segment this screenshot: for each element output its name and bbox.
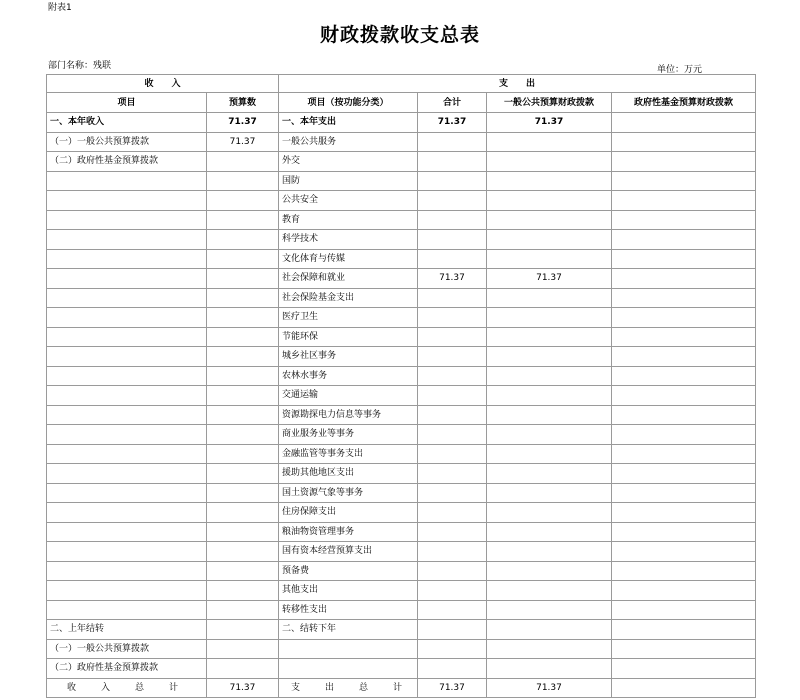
- income-item-cell: [47, 366, 207, 386]
- table-row: [47, 503, 756, 523]
- income-item-cell: [47, 249, 207, 269]
- general-budget-cell: [487, 347, 612, 367]
- fund-budget-cell: [612, 620, 756, 640]
- total-cell: [418, 561, 487, 581]
- income-item-cell: [47, 425, 207, 445]
- expense-item-cell: 二、结转下年: [279, 620, 418, 640]
- expense-item-cell: 金融监管等事务支出: [279, 444, 418, 464]
- general-budget-cell: [487, 425, 612, 445]
- total-cell: [418, 581, 487, 601]
- table-row: [47, 210, 756, 230]
- income-item-cell: [47, 542, 207, 562]
- total-cell: [418, 210, 487, 230]
- total-cell: [418, 230, 487, 250]
- total-cell: [418, 659, 487, 679]
- attachment-label: 附表1: [48, 3, 72, 13]
- budget-cell: [207, 210, 279, 230]
- budget-cell: [207, 581, 279, 601]
- total-cell: [418, 444, 487, 464]
- budget-cell: 71.37: [207, 132, 279, 152]
- page-title: 财政拨款收支总表: [319, 24, 480, 46]
- general-budget-cell: [487, 464, 612, 484]
- expense-item-cell: 国防: [279, 171, 418, 191]
- table-row: [47, 425, 756, 445]
- budget-cell: [207, 269, 279, 289]
- expense-item-cell: 文化体育与传媒: [279, 249, 418, 269]
- expense-item-cell: 一般公共服务: [279, 132, 418, 152]
- fund-budget-cell: [612, 191, 756, 211]
- expense-total-label: 支 出 总 计: [279, 678, 418, 698]
- total-cell: [418, 405, 487, 425]
- budget-cell: [207, 425, 279, 445]
- table-row: [47, 113, 756, 133]
- fund-budget-cell: [612, 327, 756, 347]
- table-row: [47, 659, 756, 679]
- column-header: 预算数: [207, 93, 279, 113]
- budget-cell: [207, 522, 279, 542]
- budget-cell: 71.37: [207, 113, 279, 133]
- total-cell: [418, 308, 487, 328]
- income-item-cell: （二）政府性基金预算拨款: [47, 659, 207, 679]
- income-item-cell: [47, 600, 207, 620]
- expense-item-cell: 商业服务业等事务: [279, 425, 418, 445]
- general-budget-cell: [487, 659, 612, 679]
- income-item-cell: （一）一般公共预算拨款: [47, 132, 207, 152]
- column-header: 政府性基金预算财政拨款: [612, 93, 756, 113]
- expense-item-cell: 其他支出: [279, 581, 418, 601]
- budget-cell: [207, 464, 279, 484]
- totals-row: [47, 678, 756, 698]
- column-header: 项目: [47, 93, 207, 113]
- income-item-cell: [47, 405, 207, 425]
- budget-cell: [207, 288, 279, 308]
- budget-cell: [207, 347, 279, 367]
- income-item-cell: [47, 288, 207, 308]
- fund-budget-cell: [612, 171, 756, 191]
- total-cell: [418, 347, 487, 367]
- fund-budget-cell: [612, 152, 756, 172]
- column-header: 项目（按功能分类）: [279, 93, 418, 113]
- general-budget-cell: [487, 366, 612, 386]
- table-row: [47, 639, 756, 659]
- expense-item-cell: 交通运输: [279, 386, 418, 406]
- expense-item-cell: 医疗卫生: [279, 308, 418, 328]
- table-row: [47, 191, 756, 211]
- general-budget-cell: [487, 191, 612, 211]
- expense-section-header: 支 出: [279, 75, 756, 93]
- expense-item-cell: 节能环保: [279, 327, 418, 347]
- table-row: [47, 464, 756, 484]
- budget-cell: [207, 600, 279, 620]
- general-budget-cell: [487, 132, 612, 152]
- income-item-cell: [47, 503, 207, 523]
- table-row: [47, 152, 756, 172]
- fund-budget-cell: [612, 230, 756, 250]
- expense-item-cell: 城乡社区事务: [279, 347, 418, 367]
- fund-budget-total: [612, 678, 756, 698]
- expense-item-cell: [279, 639, 418, 659]
- fund-budget-cell: [612, 522, 756, 542]
- table-row: [47, 132, 756, 152]
- general-budget-cell: [487, 639, 612, 659]
- budget-cell: [207, 542, 279, 562]
- total-cell: [418, 503, 487, 523]
- income-item-cell: [47, 230, 207, 250]
- fund-budget-cell: [612, 600, 756, 620]
- table-row: [47, 522, 756, 542]
- table-row: [47, 600, 756, 620]
- expense-item-cell: 一、本年支出: [279, 113, 418, 133]
- general-budget-cell: [487, 288, 612, 308]
- budget-cell: [207, 620, 279, 640]
- expense-item-cell: 住房保障支出: [279, 503, 418, 523]
- income-item-cell: （一）一般公共预算拨款: [47, 639, 207, 659]
- fund-budget-cell: [612, 386, 756, 406]
- expense-item-cell: 外交: [279, 152, 418, 172]
- general-budget-cell: [487, 600, 612, 620]
- general-budget-cell: [487, 483, 612, 503]
- income-item-cell: （二）政府性基金预算拨款: [47, 152, 207, 172]
- fund-budget-cell: [612, 561, 756, 581]
- table-row: [47, 249, 756, 269]
- fund-budget-cell: [612, 210, 756, 230]
- table-row: [47, 581, 756, 601]
- expense-item-cell: 预备费: [279, 561, 418, 581]
- fund-budget-cell: [612, 425, 756, 445]
- general-budget-cell: 71.37: [487, 113, 612, 133]
- income-item-cell: [47, 327, 207, 347]
- general-budget-cell: [487, 503, 612, 523]
- income-total-label: 收 入 总 计: [47, 678, 207, 698]
- table-row: [47, 230, 756, 250]
- fund-budget-cell: [612, 113, 756, 133]
- general-budget-cell: [487, 152, 612, 172]
- fund-budget-cell: [612, 269, 756, 289]
- budget-cell: [207, 171, 279, 191]
- budget-cell: [207, 483, 279, 503]
- general-budget-cell: [487, 561, 612, 581]
- total-cell: [418, 542, 487, 562]
- general-budget-cell: [487, 405, 612, 425]
- total-cell: [418, 249, 487, 269]
- table-row: [47, 444, 756, 464]
- budget-cell: [207, 308, 279, 328]
- total-cell: [418, 386, 487, 406]
- table-row: [47, 483, 756, 503]
- fiscal-summary-table: [46, 74, 756, 698]
- budget-cell: [207, 327, 279, 347]
- fund-budget-cell: [612, 444, 756, 464]
- income-item-cell: [47, 191, 207, 211]
- total-cell: 71.37: [418, 269, 487, 289]
- general-budget-cell: [487, 327, 612, 347]
- fund-budget-cell: [612, 347, 756, 367]
- fund-budget-cell: [612, 483, 756, 503]
- table-row: [47, 171, 756, 191]
- income-item-cell: [47, 581, 207, 601]
- table-row: [47, 405, 756, 425]
- fund-budget-cell: [612, 288, 756, 308]
- expense-item-cell: 教育: [279, 210, 418, 230]
- budget-cell: [207, 366, 279, 386]
- column-header: 合计: [418, 93, 487, 113]
- total-cell: [418, 191, 487, 211]
- table-row: [47, 366, 756, 386]
- budget-cell: [207, 659, 279, 679]
- fund-budget-cell: [612, 639, 756, 659]
- fund-budget-cell: [612, 405, 756, 425]
- expense-item-cell: 科学技术: [279, 230, 418, 250]
- expense-total-value: 71.37: [418, 678, 487, 698]
- total-cell: [418, 600, 487, 620]
- general-budget-cell: [487, 230, 612, 250]
- income-item-cell: [47, 483, 207, 503]
- fund-budget-cell: [612, 464, 756, 484]
- expense-item-cell: 援助其他地区支出: [279, 464, 418, 484]
- budget-cell: [207, 503, 279, 523]
- column-header-row: [47, 93, 756, 113]
- budget-cell: [207, 405, 279, 425]
- income-item-cell: [47, 561, 207, 581]
- fund-budget-cell: [612, 249, 756, 269]
- income-item-cell: 一、本年收入: [47, 113, 207, 133]
- expense-item-cell: 公共安全: [279, 191, 418, 211]
- expense-item-cell: 农林水事务: [279, 366, 418, 386]
- income-item-cell: [47, 522, 207, 542]
- expense-item-cell: 国土资源气象等事务: [279, 483, 418, 503]
- total-cell: [418, 132, 487, 152]
- fund-budget-cell: [612, 366, 756, 386]
- expense-item-cell: [279, 659, 418, 679]
- expense-item-cell: 粮油物资管理事务: [279, 522, 418, 542]
- budget-cell: [207, 230, 279, 250]
- unit-label: 单位：万元: [657, 65, 703, 75]
- general-budget-cell: [487, 308, 612, 328]
- budget-cell: [207, 191, 279, 211]
- column-header: 一般公共预算财政拨款: [487, 93, 612, 113]
- table-row: [47, 347, 756, 367]
- income-item-cell: [47, 444, 207, 464]
- income-item-cell: [47, 171, 207, 191]
- fund-budget-cell: [612, 503, 756, 523]
- general-budget-cell: [487, 444, 612, 464]
- total-cell: [418, 366, 487, 386]
- general-budget-cell: [487, 171, 612, 191]
- budget-cell: [207, 386, 279, 406]
- table-row: [47, 269, 756, 289]
- income-item-cell: [47, 308, 207, 328]
- income-item-cell: 二、上年结转: [47, 620, 207, 640]
- fund-budget-cell: [612, 542, 756, 562]
- total-cell: 71.37: [418, 113, 487, 133]
- expense-item-cell: 社会保险基金支出: [279, 288, 418, 308]
- total-cell: [418, 425, 487, 445]
- fund-budget-cell: [612, 581, 756, 601]
- budget-cell: [207, 444, 279, 464]
- table-row: [47, 561, 756, 581]
- department-name: 部门名称：残联: [48, 61, 112, 71]
- general-budget-cell: [487, 249, 612, 269]
- income-item-cell: [47, 210, 207, 230]
- income-item-cell: [47, 269, 207, 289]
- total-cell: [418, 152, 487, 172]
- income-total-value: 71.37: [207, 678, 279, 698]
- fund-budget-cell: [612, 132, 756, 152]
- general-budget-total: 71.37: [487, 678, 612, 698]
- total-cell: [418, 620, 487, 640]
- general-budget-cell: [487, 522, 612, 542]
- table-row: [47, 620, 756, 640]
- general-budget-cell: [487, 386, 612, 406]
- total-cell: [418, 639, 487, 659]
- budget-cell: [207, 152, 279, 172]
- expense-item-cell: 资源勘探电力信息等事务: [279, 405, 418, 425]
- total-cell: [418, 483, 487, 503]
- table-row: [47, 308, 756, 328]
- general-budget-cell: 71.37: [487, 269, 612, 289]
- general-budget-cell: [487, 210, 612, 230]
- budget-cell: [207, 561, 279, 581]
- general-budget-cell: [487, 620, 612, 640]
- budget-cell: [207, 639, 279, 659]
- table-row: [47, 386, 756, 406]
- table-row: [47, 542, 756, 562]
- income-item-cell: [47, 386, 207, 406]
- expense-item-cell: 社会保障和就业: [279, 269, 418, 289]
- table-row: [47, 327, 756, 347]
- total-cell: [418, 522, 487, 542]
- income-item-cell: [47, 464, 207, 484]
- general-budget-cell: [487, 581, 612, 601]
- total-cell: [418, 327, 487, 347]
- fund-budget-cell: [612, 659, 756, 679]
- expense-item-cell: 国有资本经营预算支出: [279, 542, 418, 562]
- fund-budget-cell: [612, 308, 756, 328]
- budget-cell: [207, 249, 279, 269]
- total-cell: [418, 464, 487, 484]
- general-budget-cell: [487, 542, 612, 562]
- income-section-header: 收 入: [47, 75, 279, 93]
- total-cell: [418, 288, 487, 308]
- table-row: [47, 288, 756, 308]
- income-item-cell: [47, 347, 207, 367]
- total-cell: [418, 171, 487, 191]
- section-header-row: [47, 75, 756, 93]
- expense-item-cell: 转移性支出: [279, 600, 418, 620]
